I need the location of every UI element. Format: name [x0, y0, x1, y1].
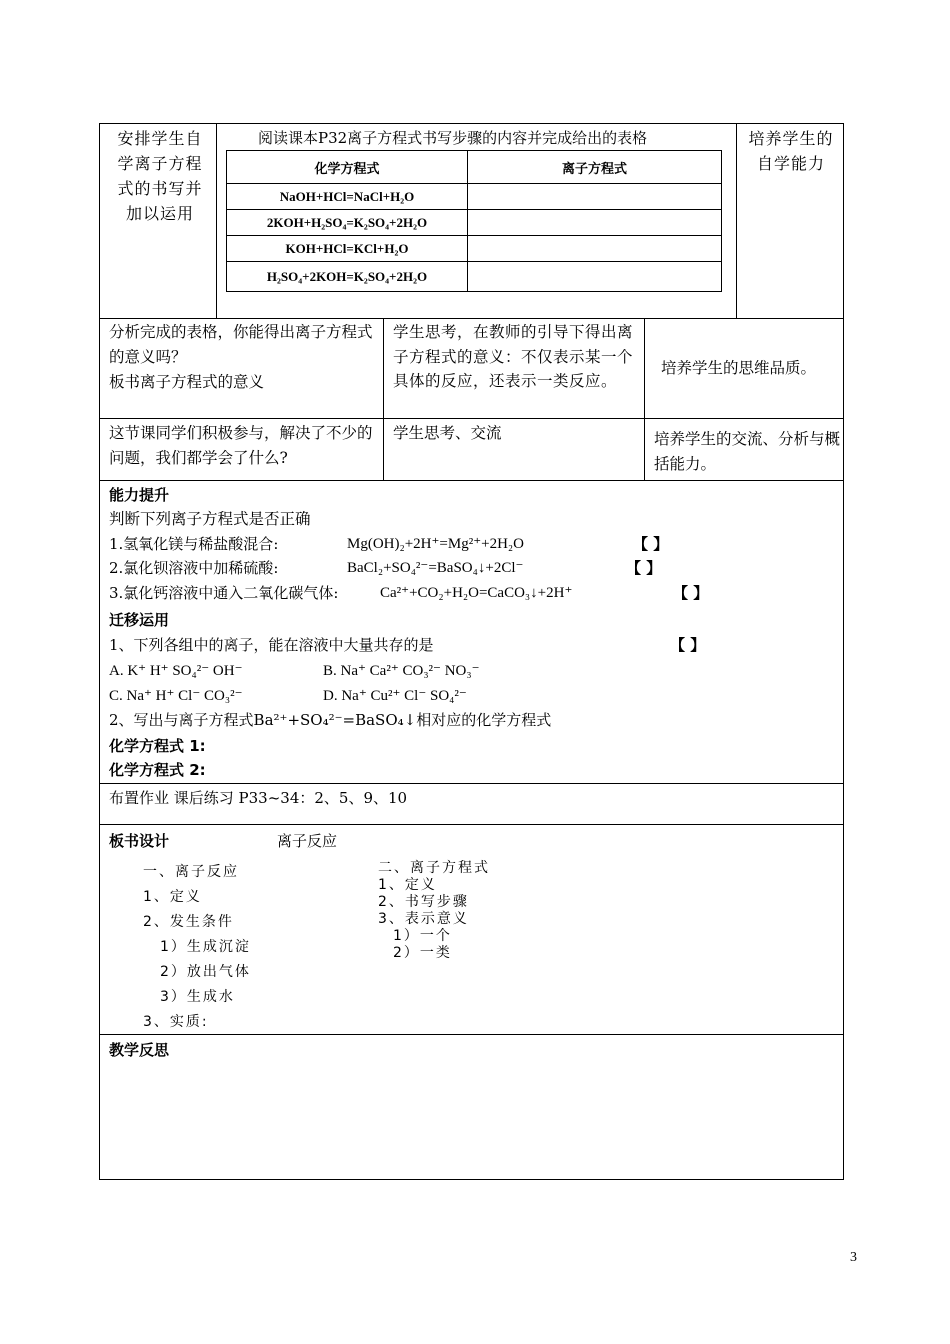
table-header: 化学方程式 — [227, 151, 468, 184]
option-d: D. Na⁺ Cu²⁺ Cl⁻ SO₄²⁻ — [323, 688, 467, 704]
table-cell-empty[interactable] — [468, 210, 722, 236]
row2-middle: 学生思考，在教师的引导下得出离子方程式的意义：不仅表示某一个具体的反应，还表示一类反应。 — [393, 323, 634, 390]
row2-left: 分析完成的表格，你能得出离子方程式的意义吗？ — [109, 323, 373, 366]
col-divider — [644, 318, 645, 480]
board-right-line: 1、定义 — [378, 877, 437, 893]
ability-item-label: 3.氯化钙溶液中通入二氧化碳气体: — [109, 584, 339, 602]
row-divider — [99, 783, 844, 784]
row3-middle: 学生思考、交流 — [393, 424, 502, 442]
row1-right: 培养学生的自学能力 — [748, 129, 834, 173]
col-divider — [383, 318, 384, 480]
row2-left2: 板书离子方程式的意义 — [109, 373, 265, 391]
col-divider — [736, 123, 737, 318]
ability-item-label: 1.氢氧化镁与稀盐酸混合: — [109, 535, 279, 553]
option-a: A. K⁺ H⁺ SO₄²⁻ OH⁻ — [109, 663, 243, 679]
row-divider — [99, 418, 844, 419]
ability-item-equation: BaCl₂+SO₄²⁻=BaSO₄↓+2Cl⁻ — [347, 560, 524, 576]
row-divider — [99, 480, 844, 481]
equation-table — [226, 150, 722, 292]
board-right-line: 2）一类 — [393, 945, 452, 961]
row-divider — [99, 1034, 844, 1035]
transfer-heading: 迁移运用 — [109, 611, 170, 629]
board-left-line: 3）生成水 — [160, 989, 235, 1005]
row3-left: 这节课同学们积极参与，解决了不少的问题，我们都学会了什么? — [109, 424, 373, 467]
table-cell-empty[interactable] — [468, 236, 722, 262]
table-cell-empty[interactable] — [468, 262, 722, 292]
ability-intro: 判断下列离子方程式是否正确 — [109, 510, 311, 528]
board-left-line: 3、实质: — [143, 1014, 209, 1030]
answer-bracket[interactable]: 【 】 — [626, 559, 662, 577]
ability-item-equation: Ca²⁺+CO₂+H₂O=CaCO₃↓+2H⁺ — [380, 585, 573, 601]
board-left-line: 2）放出气体 — [160, 964, 251, 980]
row1-middle-title: 阅读课本P32离子方程式书写步骤的内容并完成给出的表格 — [258, 129, 648, 147]
row2-right: 培养学生的思维品质。 — [661, 359, 817, 377]
ability-heading: 能力提升 — [109, 486, 170, 504]
answer-bracket[interactable]: 【 】 — [670, 636, 706, 654]
board-right-line: 2、书写步骤 — [378, 894, 469, 910]
board-right-line: 1）一个 — [393, 928, 452, 944]
board-title: 离子反应 — [277, 832, 338, 850]
col-divider — [216, 123, 217, 318]
option-c: C. Na⁺ H⁺ Cl⁻ CO₃²⁻ — [109, 688, 243, 704]
row-divider — [99, 318, 844, 319]
reflection-heading: 教学反思 — [109, 1041, 170, 1059]
chem-eq-1: 化学方程式 1: — [109, 737, 206, 755]
transfer-q1: 1、下列各组中的离子，能在溶液中大量共存的是 — [109, 636, 434, 654]
table-cell: NaOH+HCl=NaCl+H₂O — [227, 184, 468, 210]
answer-bracket[interactable]: 【 】 — [673, 584, 709, 602]
table-cell: KOH+HCl=KCl+H₂O — [227, 236, 468, 262]
board-right-line: 3、表示意义 — [378, 911, 469, 927]
board-left-line: 1、定义 — [143, 889, 202, 905]
table-cell: H₂SO₄+2KOH=K₂SO₄+2H₂O — [227, 262, 468, 292]
board-right-line: 二、离子方程式 — [378, 860, 490, 876]
option-b: B. Na⁺ Ca²⁺ CO₃²⁻ NO₃⁻ — [323, 663, 480, 679]
board-left-line: 一、离子反应 — [143, 864, 239, 880]
transfer-q2: 2、写出与离子方程式Ba²⁺+SO₄²⁻=BaSO₄↓相对应的化学方程式 — [109, 711, 552, 729]
table-cell: 2KOH+H₂SO₄=K₂SO₄+2H₂O — [227, 210, 468, 236]
table-cell-empty[interactable] — [468, 184, 722, 210]
board-heading: 板书设计 — [109, 832, 170, 850]
homework: 布置作业 课后练习 P33~34：2、5、9、10 — [109, 789, 408, 807]
answer-bracket[interactable]: 【 】 — [633, 535, 669, 553]
ability-item-label: 2.氯化钡溶液中加稀硫酸: — [109, 559, 279, 577]
board-left-line: 1）生成沉淀 — [160, 939, 251, 955]
row1-left: 安排学生自学离子方程式的书写并加以运用 — [117, 129, 203, 223]
chem-eq-2: 化学方程式 2: — [109, 761, 206, 779]
board-left-line: 2、发生条件 — [143, 914, 234, 930]
row3-right: 培养学生的交流、分析与概括能力。 — [654, 430, 841, 473]
table-header: 离子方程式 — [468, 151, 722, 184]
page-number: 3 — [850, 1250, 857, 1265]
row-divider — [99, 824, 844, 825]
ability-item-equation: Mg(OH)₂+2H⁺=Mg²⁺+2H₂O — [347, 536, 524, 552]
